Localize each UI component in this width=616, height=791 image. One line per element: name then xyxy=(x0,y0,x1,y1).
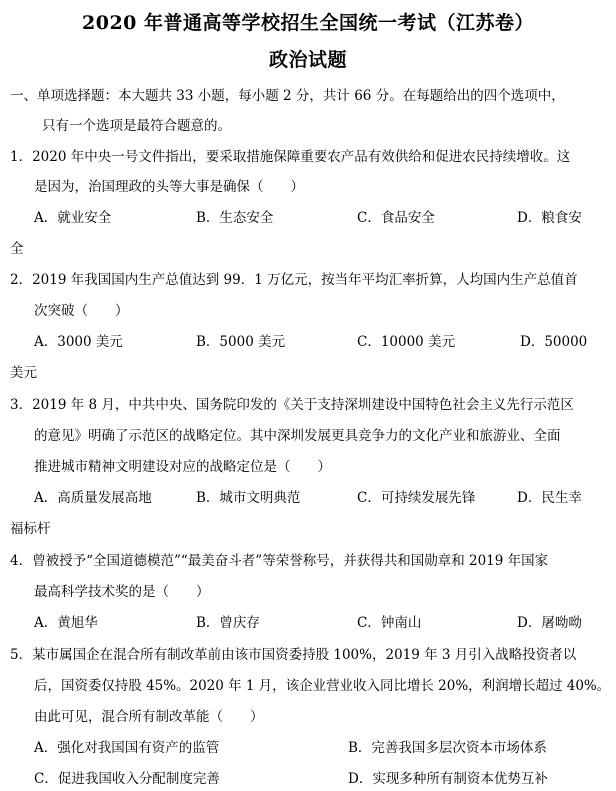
question-1-option-a: A．就业安全 xyxy=(34,210,112,226)
question-1-line2: 是因为，治国理政的头等大事是确保（ ） xyxy=(34,179,304,195)
question-3-option-d: D．民生幸 xyxy=(517,490,582,506)
question-4-option-b: B．曾庆存 xyxy=(196,615,260,631)
question-3-option-b: B．城市文明典范 xyxy=(196,490,301,506)
question-2-option-d: D．50000 xyxy=(520,334,588,350)
question-2-option-c: C．10000 美元 xyxy=(357,334,456,350)
question-1-option-c: C．食品安全 xyxy=(357,210,435,226)
question-5-option-c: C．促进我国收入分配制度完善 xyxy=(34,771,220,787)
question-5-option-b: B．完善我国多层次资本市场体系 xyxy=(348,740,547,756)
section-instruction-line2: 只有一个选项是最符合题意的。 xyxy=(42,118,231,134)
section-instruction-line1: 一、单项选择题：本大题共 33 小题，每小题 2 分，共计 66 分。在每题给出的四个选项中， xyxy=(10,88,565,104)
question-4-option-a: A．黄旭华 xyxy=(34,615,98,631)
question-5-option-d: D．实现多种所有制资本优势互补 xyxy=(348,771,548,787)
question-3-option-c: C．可持续发展先锋 xyxy=(357,490,476,506)
question-3-line1: 3．2019 年 8 月，中共中央、国务院印发的《关于支持深圳建设中国特色社会主义先行示范区 xyxy=(10,397,574,413)
question-5-line2: 后，国资委仅持股 45%。2020 年 1 月，该企业营业收入同比增长 20%，利润增长超过 40%。 xyxy=(34,678,611,694)
question-2-option-a: A．3000 美元 xyxy=(34,334,123,350)
question-2-line2: 次突破（ ） xyxy=(34,303,129,319)
question-4-line2: 最高科学技术奖的是（ ） xyxy=(34,584,210,600)
question-3-line2: 的意见》明确了示范区的战略定位。其中深圳发展更具竞争力的文化产业和旅游业、全面 xyxy=(34,428,561,444)
question-2-option-d-wrap: 美元 xyxy=(10,365,37,381)
question-4-line1: 4．曾被授予“全国道德模范”“最美奋斗者”等荣誉称号，并获得共和国勋章和 2019 年国家 xyxy=(10,553,549,569)
question-5-option-a: A．强化对我国国有资产的监管 xyxy=(34,740,220,756)
question-1-line1: 1．2020 年中央一号文件指出，要采取措施保障重要农产品有效供给和促进农民持续增收。这 xyxy=(10,149,571,165)
question-3-option-d-wrap: 福标杆 xyxy=(10,521,51,537)
question-5-line3: 由此可见，混合所有制改革能（ ） xyxy=(34,709,264,725)
question-4-option-c: C．钟南山 xyxy=(357,615,422,631)
exam-subtitle: 政治试题 xyxy=(268,49,347,71)
question-4-option-d: D．屠呦呦 xyxy=(517,615,582,631)
question-1-option-d: D．粮食安 xyxy=(517,210,582,226)
exam-title: 2020 年普通高等学校招生全国统一考试（江苏卷） xyxy=(82,12,534,34)
question-2-option-b: B．5000 美元 xyxy=(196,334,286,350)
question-2-line1: 2．2019 年我国国内生产总值达到 99．1 万亿元，按当年平均汇率折算，人均国内生产总值首 xyxy=(10,272,578,288)
question-1-option-d-wrap: 全 xyxy=(10,241,24,257)
question-5-line1: 5．某市属国企在混合所有制改革前由该市国资委持股 100%，2019 年 3 月引入战略投资者以 xyxy=(10,647,577,663)
question-3-option-a: A．高质量发展高地 xyxy=(34,490,152,506)
question-1-option-b: B．生态安全 xyxy=(196,210,274,226)
question-3-line3: 推进城市精神文明建设对应的战略定位是（ ） xyxy=(34,459,331,475)
